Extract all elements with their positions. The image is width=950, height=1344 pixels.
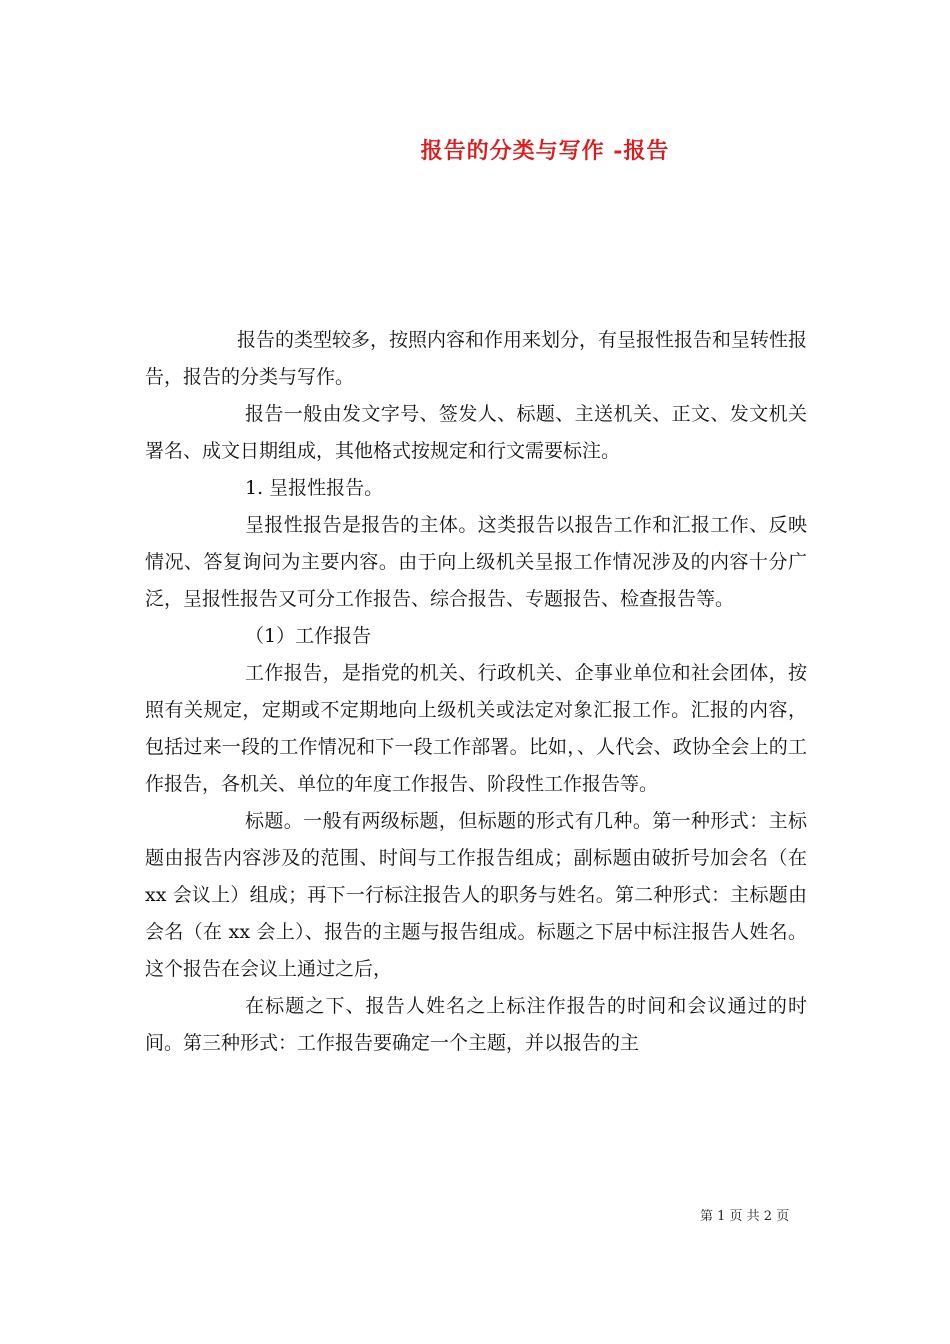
- paragraph-intro: 报告的类型较多，按照内容和作用来划分，有呈报性报告和呈转性报告，报告的分类与写作。: [145, 329, 808, 388]
- paragraph-work-report: 工作报告，是指党的机关、行政机关、企事业单位和社会团体，按照有关规定，定期或不定期地向上级机关或法定对象汇报工作。汇报的内容，包括过来一段的工作情况和下一段工作部署。比如，、人代会、政协全会上的工作报告，各机关、单位的年度工作报告、阶段性工作报告等。: [145, 662, 807, 795]
- document-title: 报告的分类与写作 -报告: [420, 138, 670, 164]
- paragraph-title-forms: 标题。一般有两级标题，但标题的形式有几种。第一种形式：主标题由报告内容涉及的范围、时间与工作报告组成；副标题由破折号加会名（在 xx 会议上）组成；再下一行标注报告人的职务与姓名。第二种形式：主标题由会名（在 xx 会上）、报告的主题与报告组成。标题之下居中标注报告人姓名。这个报告在会议上通过之后，: [145, 810, 807, 980]
- document-body: [145, 322, 807, 1062]
- subsection-heading-work-report: （1）工作报告: [245, 625, 372, 647]
- paragraph-title-forms-cont: 在标题之下、报告人姓名之上标注作报告的时间和会议通过的时间。第三种形式：工作报告要确定一个主题，并以报告的主: [145, 995, 807, 1054]
- paragraph-format: 报告一般由发文字号、签发人、标题、主送机关、正文、发文机关署名、成文日期组成，其他格式按规定和行文需要标注。: [145, 403, 807, 462]
- section-heading-1: 1. 呈报性报告。: [245, 477, 384, 499]
- paragraph-report-body: 呈报性报告是报告的主体。这类报告以报告工作和汇报工作、反映情况、答复询问为主要内容。由于向上级机关呈报工作情况涉及的内容十分广泛，呈报性报告又可分工作报告、综合报告、专题报告、检查报告等。: [145, 514, 807, 610]
- page-footer: 第 1 页 共 2 页: [700, 1209, 790, 1224]
